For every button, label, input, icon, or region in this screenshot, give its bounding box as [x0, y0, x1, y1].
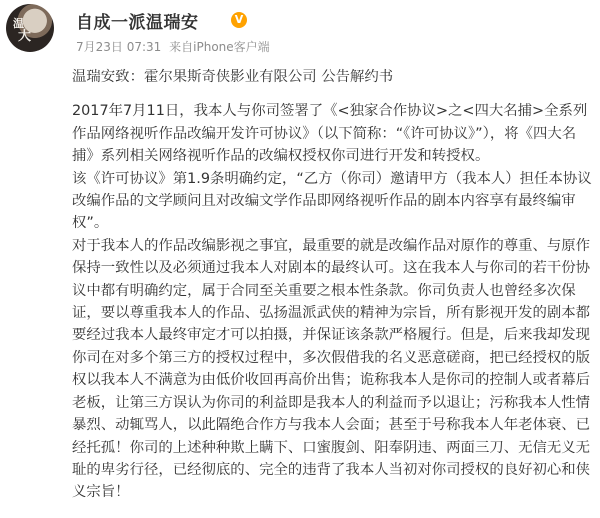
post-meta: [76, 38, 274, 55]
post-source[interactable]: iPhone客户端: [193, 40, 270, 54]
post-date[interactable]: 7月23日 07:31: [76, 40, 162, 54]
post-paragraph: 该《许可协议》第1.9条明确约定，“乙方（你司）邀请甲方（我本人）担任本协议改编作品的文学顾问且对改编文学作品即网络视听作品的剧本内容享有最终编审权”。: [72, 170, 592, 232]
post-greeting: 温瑞安致：霍尔果斯奇侠影业有限公司 公告解约书: [72, 69, 394, 85]
avatar[interactable]: [6, 4, 54, 52]
post-paragraph: 2017年7月11日，我本人与你司签署了《<独家合作协议>之<四大名捕>全系列作品网络视听作品改编开发许可协议》（以下简称：“《许可协议》”），将《四大名捕》系列相关网络视听作品的改编权授权你司进行开发和转授权。: [72, 103, 588, 165]
avatar-text: 温: [13, 17, 24, 30]
verified-badge-icon: V: [231, 12, 247, 28]
source-prefix: 来自: [169, 40, 194, 54]
post-paragraph: 对于我本人的作品改编影视之事宜，最重要的就是改编作品对原作的尊重、与原作保持一致性以及必须通过我本人对剧本的最终认可。这在我本人与你司的若干份协议中都有明确约定，属于合同至关重要之根本性条款。你司负责人也曾经多次保证，要以尊重我本人的作品、弘扬温派武侠的精神为宗旨，所有影视开发的剧本都要经过我本人最终审定才可以拍摄，并保证该条款严格履行。但是，后来我却发现你司在对多个第三方的授权过程中，多次假借我的名义恶意磋商，把已经授权的版权以我本人不满意为由低价收回再高价出售；诡称我本人是你司的控制人或者幕后老板，让第三方误认为你司的利益即是我本人的利益而予以退让；污称我本人性情暴烈、动辄骂人，以此隔绝合作方与我本人会面；甚至于号称我本人年老体衰、已经托孤！你司的上述种种欺上瞒下、口蜜腹剑、阳奉阴违、两面三刀、无信无义无耻的卑劣行径，已经彻底的、完全的违背了我本人当初对你司授权的良好初心和侠义宗旨！: [72, 237, 591, 501]
username[interactable]: 自成一派温瑞安: [76, 13, 199, 33]
avatar-text: 大: [18, 29, 32, 44]
post-body: [72, 66, 592, 504]
